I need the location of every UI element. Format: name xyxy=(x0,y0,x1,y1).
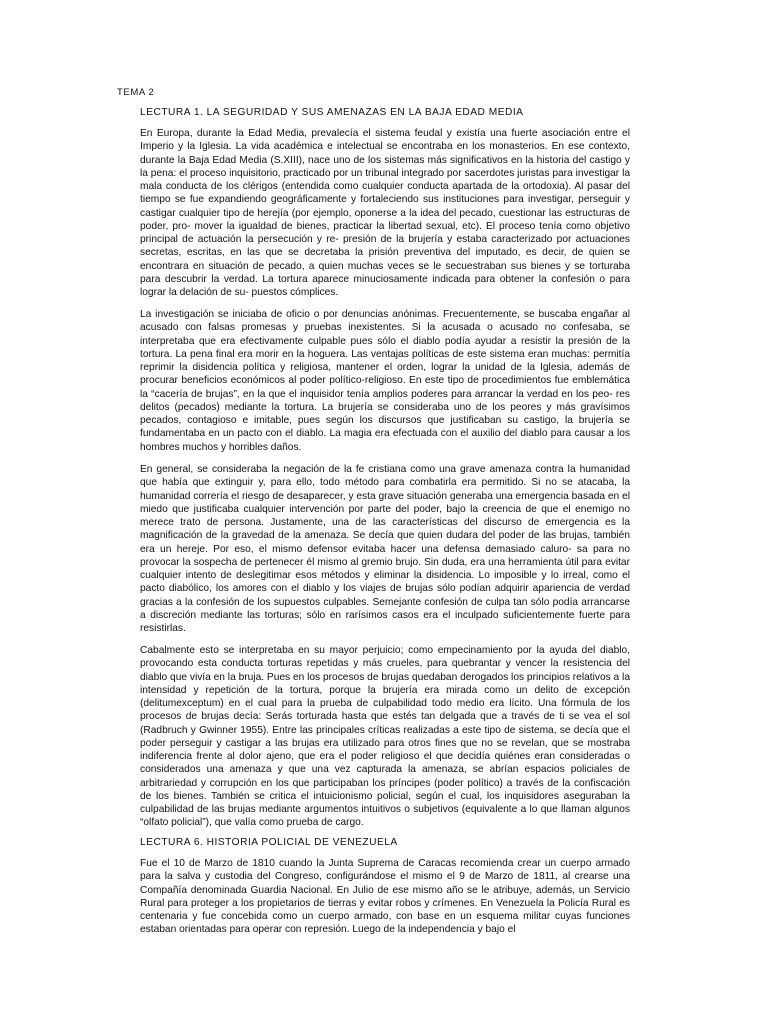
paragraph-4: Cabalmente esto se interpretaba en su mayor perjuicio; como empecinamiento por la ayuda del diablo, provocando esta conducta torturas repetidas y más crueles, para quebrantar y vencer la resistencia del diablo que vivía en la bruja. Pues en los procesos de brujas quedaban derogados los principios relativos a la intensidad y repetición de la tortura, porque la brujería era mirada como un delito de excepción (delitumexceptum) en el cual para la prueba de culpabilidad todo medio era lícito. Una fórmula de los procesos de brujas decía: Serás torturada hasta que estés tan delgada que a través de ti se vea el sol (Radbruch y Gwinner 1955). Entre las principales críticas realizadas a este tipo de sistema, se decía que el poder perseguir y castigar a las brujas era utilizado para otros fines que no se revelan, que se mostraba indiferencia frente al dolor ajeno, que era el poder religioso el que decidía quiénes eran consideradas o considerados una amenaza y que una vez capturada la amenaza, se abrían espacios policiales de arbitrariedad y corrupción en los que participaban los príncipes (poder político) a través de la confiscación de los bienes. También se critica el intuicionismo policial, según el cual, los inquisidores aseguraban la culpabilidad de las brujas mediante argumentos intuitivos o subjetivos (equivalente a lo que llaman algunos “olfato policial”), que valía como prueba de cargo. xyxy=(140,645,630,829)
topic-label: TEMA 2 xyxy=(117,87,155,98)
section-title-lectura-6: LECTURA 6. HISTORIA POLICIAL DE VENEZUELA xyxy=(140,837,398,848)
paragraph-2: La investigación se iniciaba de oficio o por denuncias anónimas. Frecuentemente, se buscaba engañar al acusado con falsas promesas y pruebas inexistentes. Si la acusada o acusado no confesaba, se interpretaba que era efectivamente culpable pues sólo el diablo podía ayudar a resistir la presión de la tortura. La pena final era morir en la hoguera. Las ventajas políticas de este sistema eran muchas: permitía reprimir la disidencia política y religiosa, mantener el orden, lograr la unidad de la Iglesia, además de procurar beneficios económicos al poder político-religioso. En este tipo de procedimientos fue emblemática la “cacería de brujas”, en la que el inquisidor tenía amplios poderes para arrancar la verdad en los peo- res delitos (pecados) mediante la tortura. La brujería se consideraba uno de los peores y más gravísimos pecados, contagioso e imitable, pues según los discursos que justificaban su castigo, la brujería se fundamentaba en un pacto con el diablo. La magia era efectuada con el auxilio del diablo para causar a los hombres muchos y horribles daños. xyxy=(140,309,630,453)
paragraph-5: Fue el 10 de Marzo de 1810 cuando la Junta Suprema de Caracas recomienda crear un cuerpo armado para la salva y custodia del Congreso, configurándose el mismo el 9 de Marzo de 1811, al crearse una Compañía denominada Guardia Nacional. En Julio de ese mismo año se le atribuye, además, un Servicio Rural para proteger a los propietarios de tierras y evitar robos y crímenes. En Venezuela la Policía Rural es centenaria y fue concebida como un cuerpo armado, con base en un esquema militar cuyas funciones estaban orientadas para operar con represión. Luego de la independencia y bajo el xyxy=(140,858,630,936)
section-title-lectura-1: LECTURA 1. LA SEGURIDAD Y SUS AMENAZAS EN LA BAJA EDAD MEDIA xyxy=(140,107,524,118)
paragraph-1: En Europa, durante la Edad Media, prevalecía el sistema feudal y existía una fuerte asociación entre el Imperio y la Iglesia. La vida académica e intelectual se encontraba en los monasterios. En ese contexto, durante la Baja Edad Media (S.XIII), nace uno de los sistemas más significativos en la historia del castigo y la pena: el proceso inquisitorio, practicado por un tribunal integrado por sacerdotes juristas para investigar la mala conducta de los clérigos (entendida como cualquier conducta apartada de la ortodoxia). Al pasar del tiempo se fue expandiendo geográficamente y fortaleciendo sus instituciones para investigar, perseguir y castigar cualquier tipo de herejía (por ejemplo, oponerse a la idea del pecado, cuestionar las estructuras de poder, pro- mover la igualdad de bienes, practicar la libertad sexual, etc). El proceso tenía como objetivo principal de actuación la persecución y re- presión de la brujería y estaba caracterizado por actuaciones secretas, escritas, en las que se decretaba la prisión preventiva del imputado, es decir, de quien se encontrara en situación de pecado, a quien muchas veces se le secuestraban sus bienes y se torturaba para descubrir la verdad. La tortura aparece minuciosamente indicada para obtener la confesión o para lograr la delación de su- puestos cómplices. xyxy=(140,128,630,298)
paragraph-3: En general, se consideraba la negación de la fe cristiana como una grave amenaza contra la humanidad que había que extinguir y, para ello, todo método para combatirla era permitido. Si no se atacaba, la humanidad correría el riesgo de desaparecer, y esta grave situación generaba una emergencia basada en el miedo que justificaba cualquier intervención por parte del poder, bajo la creencia de que el enemigo no merece trato de persona. Justamente, una de las características del discurso de emergencia es la magnificación de la gravedad de la amenaza. Se decía que quien dudara del poder de las brujas, también era un hereje. Por eso, el mismo defensor evitaba hacer una defensa demasiado caluro- sa para no provocar la sospecha de pertenecer él mismo al gremio brujo. Sin duda, era una herramienta útil para evitar cualquier intento de deslegitimar esos métodos y eliminar la disidencia. Lo imposible y lo irreal, como el pacto diabólico, los amores con el diablo y los viajes de brujas sólo podían adquirir apariencia de verdad gracias a la confesión de los supuestos culpables. Semejante confesión de culpa tan sólo podía arrancarse a discreción mediante las torturas; sólo en rarísimos casos era el inculpado suficientemente fuerte para resistirlas. xyxy=(140,464,630,634)
